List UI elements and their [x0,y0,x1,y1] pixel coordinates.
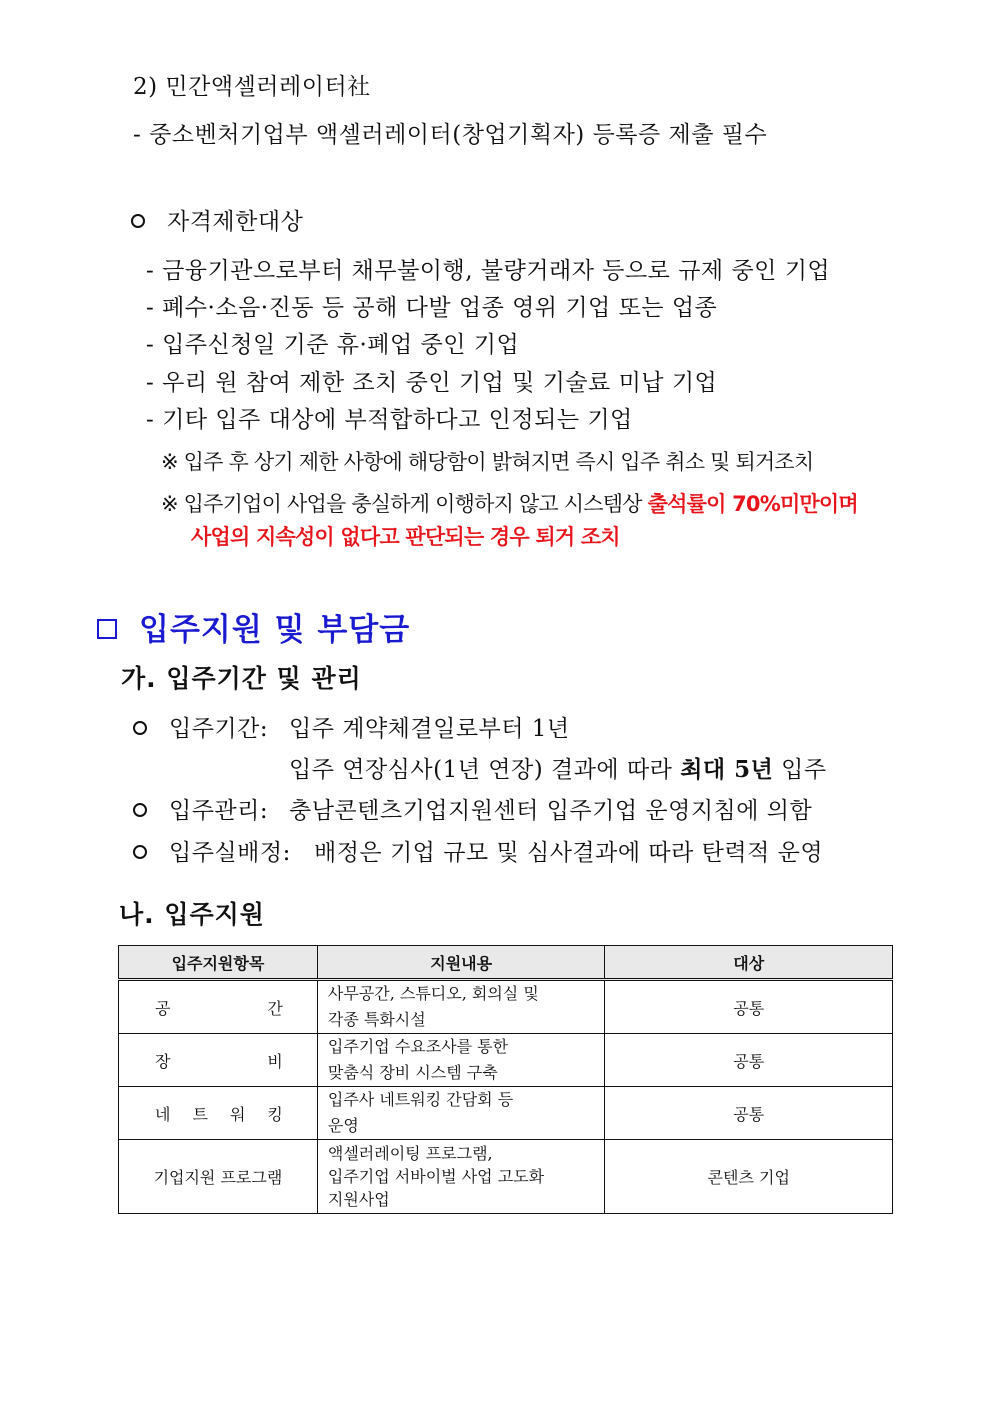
restrictions-heading [131,203,303,236]
restriction-item: - 폐수·소음·진동 등 공해 다발 업종 영위 기업 또는 업종 [146,295,718,321]
eviction-note-1: ※ 입주 후 상기 제한 사항에 해당함이 밝혀지면 즉시 입주 취소 및 퇴거조치 [161,450,814,474]
item-char: 네 [155,1104,171,1124]
target-cell: 콘텐츠 기업 [605,1140,893,1214]
item-cell [119,1034,318,1087]
content-cell [317,1087,605,1140]
item-char: 장 [155,1051,171,1071]
restriction-item: - 기타 입주 대상에 부적합하다고 인정되는 기업 [146,407,633,433]
attendance-warning: 출석률이 70%미만이며 [647,492,858,516]
period-line-2 [289,751,827,784]
restriction-item: - 금융기관으로부터 채무불이행, 불량거래자 등으로 규제 중인 기업 [146,258,831,284]
content-line: 사무공간, 스튜디오, 회의실 및 [327,984,539,1003]
content-line: 각종 특화시설 [327,1010,426,1029]
content-line: 운영 [327,1116,359,1135]
table-row [119,980,893,1034]
content-line: 입주기업 서바이벌 사업 고도화 [327,1167,545,1186]
item-cell: 기업지원 프로그램 [119,1140,318,1214]
circle-bullet-icon [133,721,147,735]
management-text: 충남콘텐츠기업지원센터 입주기업 운영지침에 의함 [289,798,813,824]
target-cell: 공통 [605,1087,893,1140]
management-label: 입주관리: [169,798,269,824]
header-content: 지원내용 [317,946,605,980]
period-label: 입주기간: [169,716,269,742]
target-cell: 공통 [605,1034,893,1087]
item-char: 워 [229,1104,246,1124]
restrictions-heading-text: 자격제한대상 [167,209,304,235]
circle-bullet-icon [133,803,147,817]
room-allocation [133,834,291,867]
item-char: 트 [192,1104,208,1124]
content-line: 지원사업 [327,1190,390,1209]
table-row [119,1034,893,1087]
period-line-1: 입주 계약체결일로부터 1년 [289,716,570,742]
item-char: 공 [155,998,171,1018]
table-row [119,1140,893,1214]
room-label: 입주실배정: [169,840,291,866]
restriction-item: - 우리 원 참여 제한 조치 중인 기업 및 기술료 미납 기업 [146,370,718,396]
eviction-note-2 [161,488,858,518]
eviction-note-2-line2: 사업의 지속성이 없다고 판단되는 경우 퇴거 조치 [191,525,620,549]
circle-bullet-icon [133,845,147,859]
table-row [119,1087,893,1140]
header-item: 입주지원항목 [119,946,318,980]
registration-requirement: - 중소벤처기업부 액셀러레이터(창업기획자) 등록증 제출 필수 [133,122,768,148]
occupancy-management [133,792,268,825]
subsection-b-title: 나. 입주지원 [119,900,265,929]
max-years: 최대 5년 [680,756,774,783]
target-cell: 공통 [605,980,893,1034]
item-char: 비 [267,1051,283,1071]
content-cell [317,1140,605,1214]
period-line-2-suffix: 입주 [773,757,827,783]
support-section-title-text: 입주지원 및 부담금 [139,612,411,648]
circle-bullet-icon [131,214,145,228]
content-line: 액셀러레이팅 프로그램, [327,1144,493,1163]
header-target: 대상 [605,946,893,980]
support-table [118,945,893,1214]
content-cell [317,1034,605,1087]
content-line: 입주사 네트워킹 간담회 등 [327,1090,514,1109]
item-cell [119,1087,318,1140]
item-char: 킹 [267,1104,283,1124]
restriction-item: - 입주신청일 기준 휴·폐업 중인 기업 [146,332,520,358]
eviction-note-2-text: ※ 입주기업이 사업을 충실하게 이행하지 않고 시스템상 [161,492,648,516]
content-line: 입주기업 수요조사를 통한 [327,1037,509,1056]
table-header-row [119,946,893,980]
square-bullet-icon [97,619,117,639]
support-section-title [97,604,410,649]
room-text: 배정은 기업 규모 및 심사결과에 따라 탄력적 운영 [314,840,824,866]
item-cell [119,980,318,1034]
item-char: 간 [267,998,283,1018]
content-cell [317,980,605,1034]
subsection-a-title: 가. 입주기간 및 관리 [121,664,362,693]
period-line-2-text: 입주 연장심사(1년 연장) 결과에 따라 [289,757,681,783]
content-line: 맞춤식 장비 시스템 구축 [327,1063,498,1082]
private-accelerator-heading: 2) 민간액셀러레이터社 [133,74,371,100]
occupancy-period [133,710,268,743]
